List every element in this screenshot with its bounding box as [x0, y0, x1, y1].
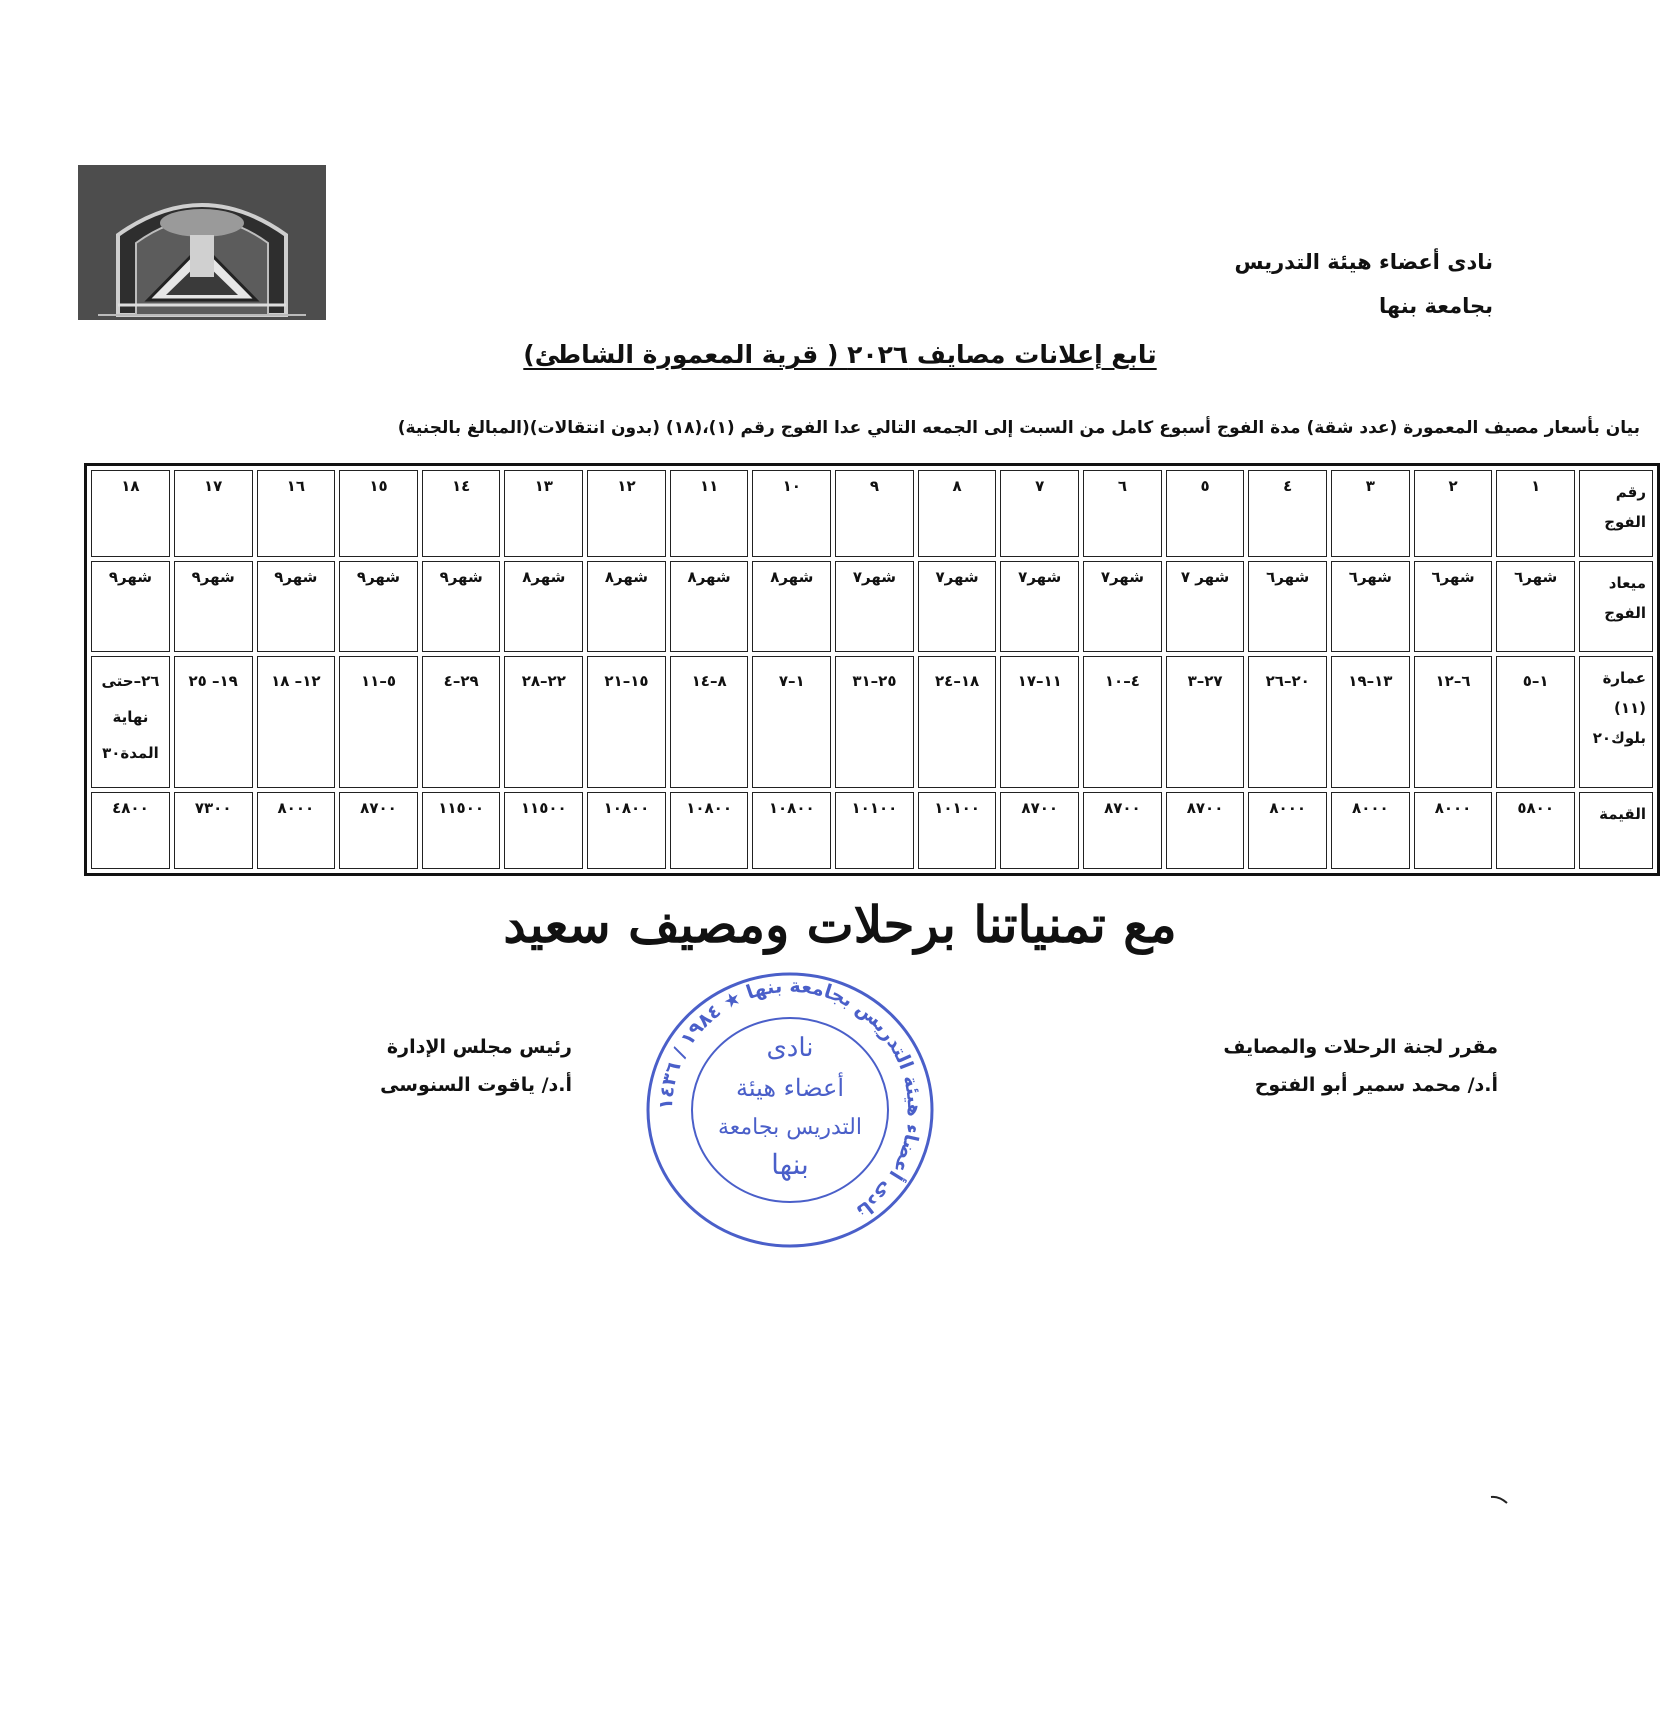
group-price-cell: ٨٧٠٠ — [1000, 792, 1079, 869]
group-price-cell: ٨٧٠٠ — [1166, 792, 1245, 869]
group-dates-cell: ١٥–٢١ — [587, 656, 666, 788]
signature-name: أ.د/ ياقوت السنوسى — [380, 1074, 572, 1096]
group-dates-cell: ١٨–٢٤ — [918, 656, 997, 788]
signature-board-chair — [380, 1028, 572, 1104]
group-date-cell: شهر٦ — [1331, 561, 1410, 652]
group-price-cell: ٧٣٠٠ — [174, 792, 253, 869]
group-price-cell: ٤٨٠٠ — [91, 792, 170, 869]
row-header: القيمة — [1579, 792, 1653, 869]
org-name: نادى أعضاء هيئة التدريس — [1234, 250, 1493, 274]
group-date-cell: شهر٨ — [752, 561, 831, 652]
group-price-cell: ٨٠٠٠ — [1414, 792, 1493, 869]
group-number-cell: ٩ — [835, 470, 914, 557]
closing-wish: مع تمنياتنا برحلات ومصيف سعيد — [503, 895, 1177, 954]
schedule-table — [84, 463, 1660, 876]
group-number-cell: ٥ — [1166, 470, 1245, 557]
university-logo — [78, 165, 326, 320]
group-dates-cell: ٦–١٢ — [1414, 656, 1493, 788]
signature-title: رئيس مجلس الإدارة — [386, 1036, 572, 1058]
intro-text: بيان بأسعار مصيف المعمورة (عدد شقة) مدة الفوج أسبوع كامل من السبت إلى الجمعه التالي عدا الفوج رقم (١)،(١٨) (بدون انتقالات)(المبالغ بالجنية) — [397, 418, 1640, 438]
signature-title: مقرر لجنة الرحلات والمصايف — [1223, 1036, 1498, 1058]
stray-mark-icon — [1490, 1495, 1508, 1505]
group-dates-cell: ١–٥ — [1496, 656, 1575, 788]
group-date-cell: شهر٧ — [918, 561, 997, 652]
logo-emblem-icon — [78, 165, 326, 320]
group-date-cell: شهر٦ — [1248, 561, 1327, 652]
org-university: بجامعة بنها — [1378, 294, 1493, 318]
group-dates-cell: ٢٢–٢٨ — [504, 656, 583, 788]
group-dates-cell: ١٣–١٩ — [1331, 656, 1410, 788]
svg-text:بنها: بنها — [771, 1148, 809, 1181]
table-row-price — [91, 792, 1653, 869]
group-number-cell: ١٠ — [752, 470, 831, 557]
group-dates-cell: ٢٧–٣ — [1166, 656, 1245, 788]
official-stamp — [640, 968, 940, 1253]
group-number-cell: ١١ — [670, 470, 749, 557]
row-header: رقم الفوج — [1579, 470, 1653, 557]
group-price-cell: ١٠١٠٠ — [918, 792, 997, 869]
svg-text:نادى: نادى — [766, 1033, 814, 1063]
group-dates-cell: ١–٧ — [752, 656, 831, 788]
svg-text:أعضاء هيئة: أعضاء هيئة — [735, 1074, 845, 1102]
group-date-cell: شهر٦ — [1496, 561, 1575, 652]
group-date-cell: شهر٨ — [587, 561, 666, 652]
group-date-cell: شهر٧ — [835, 561, 914, 652]
table-row-group-date — [91, 561, 1653, 652]
group-price-cell: ٨٠٠٠ — [1331, 792, 1410, 869]
svg-text:التدريس بجامعة: التدريس بجامعة — [717, 1115, 863, 1140]
group-number-cell: ٣ — [1331, 470, 1410, 557]
group-date-cell: شهر٨ — [504, 561, 583, 652]
group-dates-cell: ٤–١٠ — [1083, 656, 1162, 788]
row-header: عمارة (١١) بلوك٢٠ — [1579, 656, 1653, 788]
group-date-cell: شهر٧ — [1000, 561, 1079, 652]
group-number-cell: ٨ — [918, 470, 997, 557]
group-number-cell: ٢ — [1414, 470, 1493, 557]
group-price-cell: ١١٥٠٠ — [504, 792, 583, 869]
group-price-cell: ١٠٨٠٠ — [670, 792, 749, 869]
group-number-cell: ١٣ — [504, 470, 583, 557]
group-date-cell: شهر٧ — [1083, 561, 1162, 652]
group-dates-cell: ٢٠–٢٦ — [1248, 656, 1327, 788]
group-date-cell: شهر٩ — [339, 561, 418, 652]
group-dates-cell: ٥–١١ — [339, 656, 418, 788]
group-number-cell: ١٥ — [339, 470, 418, 557]
group-number-cell: ٧ — [1000, 470, 1079, 557]
group-date-cell: شهر٩ — [257, 561, 336, 652]
group-price-cell: ١١٥٠٠ — [422, 792, 501, 869]
signature-name: أ.د/ محمد سمير أبو الفتوح — [1254, 1074, 1498, 1096]
organization-header — [1235, 240, 1493, 328]
group-number-cell: ٦ — [1083, 470, 1162, 557]
group-dates-cell: ١٢– ١٨ — [257, 656, 336, 788]
group-number-cell: ٤ — [1248, 470, 1327, 557]
group-price-cell: ٥٨٠٠ — [1496, 792, 1575, 869]
stamp-seal-icon — [640, 968, 940, 1253]
svg-text:نادى أعضاء هيئة التدريس بجامعة: نادى أعضاء هيئة التدريس بجامعة بنها ★ ١٩٨٤ / ١٤٣٦ — [654, 974, 926, 1223]
group-dates-cell: ١٩– ٢٥ — [174, 656, 253, 788]
group-date-cell: شهر٨ — [670, 561, 749, 652]
table-row-group-number — [91, 470, 1653, 557]
group-number-cell: ١٢ — [587, 470, 666, 557]
group-price-cell: ٨٠٠٠ — [257, 792, 336, 869]
group-price-cell: ١٠٨٠٠ — [587, 792, 666, 869]
group-price-cell: ٨٠٠٠ — [1248, 792, 1327, 869]
group-number-cell: ١٨ — [91, 470, 170, 557]
row-header: ميعاد الفوج — [1579, 561, 1653, 652]
group-date-cell: شهر٩ — [91, 561, 170, 652]
page-title: تابع إعلانات مصايف ٢٠٢٦ ( قرية المعمورة الشاطئ) — [523, 340, 1157, 369]
group-dates-cell: ٢٥–٣١ — [835, 656, 914, 788]
group-price-cell: ٨٧٠٠ — [339, 792, 418, 869]
group-number-cell: ١ — [1496, 470, 1575, 557]
group-number-cell: ١٦ — [257, 470, 336, 557]
group-dates-cell: ٢٦–حتى نهاية المدة٣٠ — [91, 656, 170, 788]
group-date-cell: شهر٦ — [1414, 561, 1493, 652]
group-number-cell: ١٤ — [422, 470, 501, 557]
signature-committee — [1223, 1028, 1498, 1104]
group-date-cell: شهر٩ — [174, 561, 253, 652]
group-date-cell: شهر ٧ — [1166, 561, 1245, 652]
group-dates-cell: ٨–١٤ — [670, 656, 749, 788]
group-dates-cell: ١١–١٧ — [1000, 656, 1079, 788]
table-row-building — [91, 656, 1653, 788]
group-price-cell: ١٠٨٠٠ — [752, 792, 831, 869]
group-date-cell: شهر٩ — [422, 561, 501, 652]
group-price-cell: ٨٧٠٠ — [1083, 792, 1162, 869]
group-number-cell: ١٧ — [174, 470, 253, 557]
group-dates-cell: ٢٩–٤ — [422, 656, 501, 788]
group-price-cell: ١٠١٠٠ — [835, 792, 914, 869]
